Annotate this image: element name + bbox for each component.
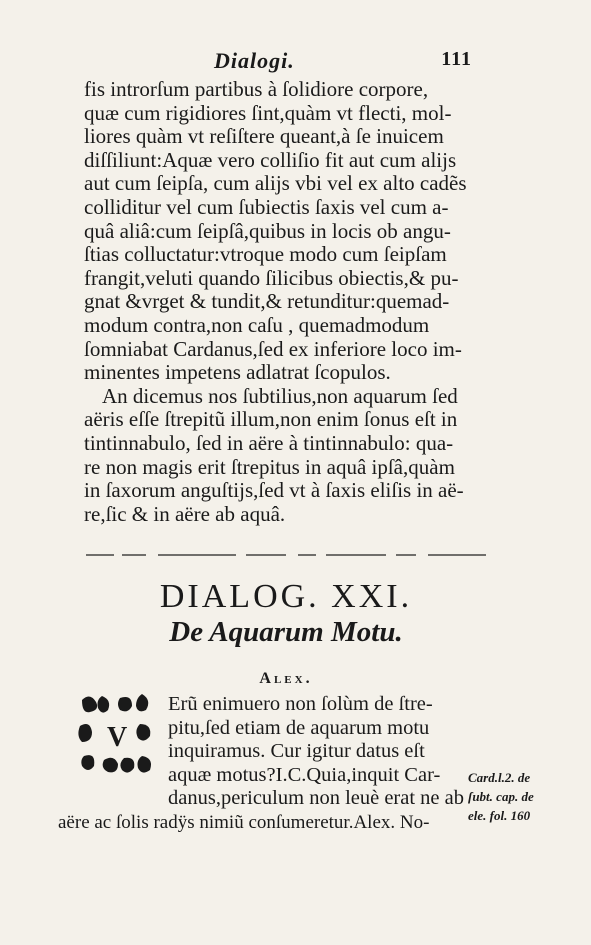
text-line: re,ſic & in aëre ab aquâ. — [84, 502, 286, 526]
text-line: gnat &vrget & tundit,& retunditur:quemad- — [84, 290, 450, 314]
marginal-line: ſubt. cap. de — [468, 789, 534, 804]
decorated-initial — [76, 690, 166, 790]
text-line: quâ aliâ:cum ſeipſâ,quibus in locis ob angu- — [84, 219, 451, 243]
page-number: 111 — [441, 48, 472, 70]
speaker-label: Alex. — [259, 670, 313, 687]
text-line: An dicemus nos ſubtilius,non aquarum ſed — [102, 384, 458, 408]
initial-letter: V — [107, 722, 128, 753]
text-line: diſſiliunt:Aquæ vero colliſio fit aut cum alijs — [84, 148, 457, 172]
dialogue-text — [168, 693, 488, 811]
text-line: liores quàm vt reſiſtere queant,à ſe inuicem — [84, 125, 444, 149]
text-line: re non magis erit ſtrepitus in aquâ ipſâ,quàm — [84, 455, 455, 479]
text-line: Erũ enimuero non ſolùm de ſtre- — [168, 693, 433, 715]
text-line: ſtias colluctatur:vtroque modo cum ſeipſam — [84, 243, 447, 267]
section-divider-rule — [86, 550, 486, 560]
text-line: pitu,ſed etiam de aquarum motu — [168, 716, 430, 739]
running-title: Dialogi. — [214, 48, 295, 73]
dialogue-subtitle: De Aquarum Motu. — [169, 616, 403, 648]
text-line: frangit,veluti quando ſilicibus obiectis,& pu- — [84, 266, 459, 290]
text-line: aut cum ſeipſa, cum alijs vbi vel ex alto cadẽs — [84, 172, 467, 196]
marginal-line: Card.l.2. de — [468, 770, 531, 785]
text-line: in ſaxorum anguſtijs,ſed vt à ſaxis eliſis in aë- — [84, 479, 464, 503]
dialogue-heading: DIALOG. XXI. — [159, 578, 413, 615]
text-line: danus,periculum non leuè erat ne ab — [168, 787, 464, 809]
text-line: ſomniabat Cardanus,ſed ex inferiore loco im- — [84, 337, 462, 361]
running-head — [84, 48, 482, 78]
text-line: colliditur vel cum ſubiectis ſaxis vel cum a- — [84, 195, 449, 219]
text-line: minentes impetens adlatrat ſcopulos. — [84, 361, 391, 385]
marginal-line: ele. fol. 160 — [468, 808, 531, 823]
text-line: aëre ac ſolis radÿs nimiũ conſumeretur.Alex. No- — [58, 812, 430, 833]
text-line: quæ cum rigidiores ſint,quàm vt flecti, mol- — [84, 101, 452, 125]
text-line: tintinnabulo, ſed in aëre à tintinnabulo: qua- — [84, 431, 454, 455]
text-line: aquæ motus?I.C.Quia,inquit Car- — [168, 763, 441, 786]
text-line: modum contra,non caſu , quemadmodum — [84, 313, 430, 337]
text-line: aëris eſſe ſtrepitũ illum,non enim ſonus eſt in — [84, 408, 458, 432]
marginal-note — [468, 768, 588, 825]
text-line: inquiramus. Cur igitur datus eſt — [168, 740, 425, 762]
text-line: fis introrſum partibus à ſolidiore corpore, — [84, 78, 429, 101]
body-text — [84, 78, 488, 526]
